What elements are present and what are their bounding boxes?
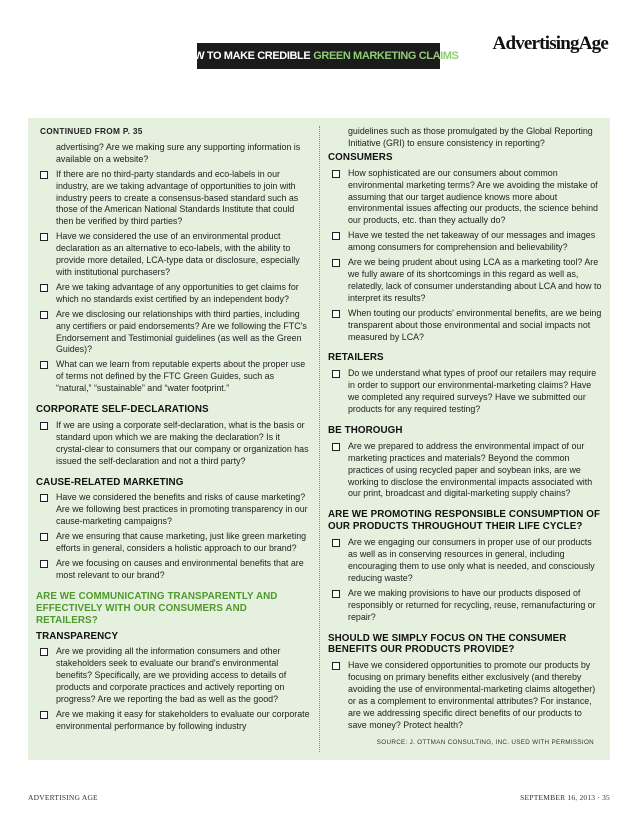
checkbox[interactable] bbox=[40, 560, 48, 568]
checklist-item-text: Are we taking advantage of any opportunities to get claims for which no standards exist certified by an independent body? bbox=[56, 281, 299, 304]
checklist-item bbox=[36, 558, 310, 582]
checkbox[interactable] bbox=[40, 233, 48, 241]
checklist-item bbox=[36, 231, 310, 279]
checklist-item-text: Are we making provisions to have our products disposed of responsibly or returned for recycling, reuse, remanufacturing or repair? bbox=[348, 587, 596, 622]
checklist-item bbox=[36, 309, 310, 357]
checkbox[interactable] bbox=[40, 361, 48, 369]
checklist-item bbox=[36, 709, 310, 733]
heading-retailers: RETAILERS bbox=[328, 352, 384, 364]
source-credit: SOURCE: J. OTTMAN CONSULTING, INC. USED WITH PERMISSION bbox=[376, 738, 594, 746]
heading-consumer-benefits: SHOULD WE SIMPLY FOCUS ON THE CONSUMER BENEFITS OUR PRODUCTS PROVIDE? bbox=[328, 632, 567, 656]
checklist-item-text: When touting our products' environmental benefits, are we being transparent about those environmental and social impacts not measured by LCA? bbox=[348, 307, 602, 342]
left-column bbox=[36, 126, 310, 736]
checklist-item bbox=[36, 420, 310, 468]
checkbox[interactable] bbox=[332, 232, 340, 240]
checklist-item bbox=[36, 646, 310, 706]
checklist-item-text: Are we being prudent about using LCA as a marketing tool? Are we fully aware of its shortcomings in this regard as well as, relatedly, lack of consumer understanding about LCA and how to interpret its results? bbox=[348, 257, 602, 303]
checklist-item-text: Are we providing all the information consumers and other stakeholders seek to evaluate our brand's environmental benefits? Specifically, are we providing access to details of products and corporate practices and actively reporting on progress? Are we reporting the bad as well as the good? bbox=[56, 646, 287, 705]
checklist-item-text: What can we learn from reputable experts about the proper use of terms not defined by the FTC Green Guides, such as “natural,” “sustainable” and “water footprint.” bbox=[56, 359, 306, 394]
checklist-item bbox=[36, 492, 310, 528]
checkbox[interactable] bbox=[332, 443, 340, 451]
checkbox[interactable] bbox=[40, 171, 48, 179]
checkbox[interactable] bbox=[40, 533, 48, 541]
checklist-item-text: Are we ensuring that cause marketing, just like green marketing efforts in general, considers a holistic approach to our brand? bbox=[56, 531, 307, 554]
checklist-item bbox=[328, 230, 602, 254]
checklist-item-text: Have we considered the benefits and risks of cause marketing? Are we following best practices in promoting transparency in our cause-marketing campaigns? bbox=[56, 492, 308, 527]
header-title-dark: HOW TO MAKE CREDIBLE bbox=[178, 50, 311, 62]
intro-text: advertising? Are we making sure any supporting information is available on a website? bbox=[56, 141, 301, 164]
checklist-item-text: Are we engaging our consumers in proper use of our products as well as in conserving resources in general, including encouraging them to use only what is needed, and consciously reducing waste? bbox=[348, 537, 595, 583]
footer-publication: ADVERTISING AGE bbox=[28, 793, 98, 802]
footer-date-page: SEPTEMBER 16, 2013 · 35 bbox=[520, 793, 610, 802]
checklist-item bbox=[328, 660, 602, 731]
checklist-item-text: Have we considered the use of an environmental product declaration as an alternative to eco-labels, with the ability to provide more detailed, LCA-type data or disclosure, especially with institutional purchasers? bbox=[56, 231, 300, 277]
checklist-item bbox=[328, 537, 602, 585]
intro-text-continued: guidelines such as those promulgated by the Global Reporting Initiative (GRI) to ensure consistency in reporting? bbox=[348, 126, 593, 148]
checklist-item bbox=[328, 588, 602, 624]
checkbox[interactable] bbox=[332, 259, 340, 267]
checkbox[interactable] bbox=[40, 494, 48, 502]
checklist-item-text: Have we tested the net takeaway of our messages and images among consumers for comprehension and believability? bbox=[348, 230, 596, 253]
continued-label: CONTINUED FROM P. 35 bbox=[40, 126, 143, 136]
checklist-item-text: If we are using a corporate self-declaration, what is the basis or standard upon which we are making the declaration? Is it crystal-clear to consumers that our company or organization has issued the self-declaration and not a third party? bbox=[56, 419, 309, 466]
checklist-item bbox=[328, 308, 602, 344]
checkbox[interactable] bbox=[332, 662, 340, 670]
checklist-item bbox=[328, 441, 602, 501]
checklist-item-text: Are we disclosing our relationships with third parties, including any certifiers or paid endorsements? Are we following the FTC's Endorsement and Testimonial guidelines (as well as the Green Guides)? bbox=[56, 308, 307, 355]
checkbox[interactable] bbox=[40, 711, 48, 719]
checkbox[interactable] bbox=[40, 648, 48, 656]
checkbox[interactable] bbox=[332, 590, 340, 598]
column-divider bbox=[319, 126, 320, 752]
checklist-item-text: Are we making it easy for stakeholders to evaluate our corporate environmental performance by following industry bbox=[56, 708, 310, 731]
heading-transparency: TRANSPARENCY bbox=[36, 630, 119, 642]
heading-corporate: CORPORATE SELF-DECLARATIONS bbox=[36, 404, 209, 416]
checklist-item bbox=[36, 169, 310, 229]
checklist-panel bbox=[28, 118, 610, 760]
header-bar bbox=[178, 43, 459, 69]
checklist-item bbox=[328, 257, 602, 305]
checkbox[interactable] bbox=[40, 422, 48, 430]
heading-consumers: CONSUMERS bbox=[328, 151, 393, 163]
checklist-item-text: Are we focusing on causes and environmental benefits that are most relevant to our brand? bbox=[56, 558, 304, 580]
checklist-item-text: If there are no third-party standards and eco-labels in our industry, are we taking advantage of opportunities to join with industry peers to create a consensus-based standard such as those of the American National Standards Institute that could then be verified by third parties? bbox=[56, 168, 299, 227]
checklist-item bbox=[36, 282, 310, 306]
advertising-age-logo: AdvertisingAge bbox=[492, 33, 608, 54]
heading-communicating: ARE WE COMMUNICATING TRANSPARENTLY AND EFFECTIVELY WITH OUR CONSUMERS AND RETAILERS? bbox=[36, 590, 278, 626]
checkbox[interactable] bbox=[332, 310, 340, 318]
checkbox[interactable] bbox=[332, 539, 340, 547]
checklist-item-text: Have we considered opportunities to promote our products by focusing on primary benefits either exclusively (and thereby avoiding the use of environmental-marketing claims altogether) or as a complement to environmental attributes? For instance, are we addressing specific direct benefits of our products to save money? Protect health? bbox=[348, 660, 596, 730]
checklist-item-text: Do we understand what types of proof our retailers may require in order to support our environmental-marketing claims? Have we completed any required surveys? Have we submitted our products for any required testing? bbox=[348, 368, 597, 415]
checkbox[interactable] bbox=[40, 284, 48, 292]
heading-cause-marketing: CAUSE-RELATED MARKETING bbox=[36, 476, 184, 488]
checkbox[interactable] bbox=[332, 170, 340, 178]
checkbox[interactable] bbox=[40, 311, 48, 319]
header-title-green: GREEN MARKETING CLAIMS bbox=[313, 50, 459, 62]
checklist-item-text: Are we prepared to address the environmental impact of our marketing practices and materials? Beyond the common practices of using recycled paper and soybean inks, are we working to disclose the environmental impacts associated with our print, broadcast and digital-marketing supply chains? bbox=[348, 440, 593, 499]
checklist-item bbox=[328, 368, 602, 416]
checklist-item bbox=[36, 531, 310, 555]
heading-be-thorough: BE THOROUGH bbox=[328, 424, 403, 436]
checklist-item bbox=[328, 168, 602, 228]
right-column bbox=[328, 126, 602, 749]
checkbox[interactable] bbox=[332, 370, 340, 378]
checklist-item-text: How sophisticated are our consumers about common environmental marketing terms? Are we avoiding the mistake of assuming that our target audience knows more about environmental issues affecting our products, the science behind our products, etc. than they actually do? bbox=[348, 167, 598, 226]
checklist-item bbox=[36, 359, 310, 395]
heading-life-cycle: ARE WE PROMOTING RESPONSIBLE CONSUMPTION OF OUR PRODUCTS THROUGHOUT THEIR LIFE CYCLE? bbox=[328, 509, 601, 533]
